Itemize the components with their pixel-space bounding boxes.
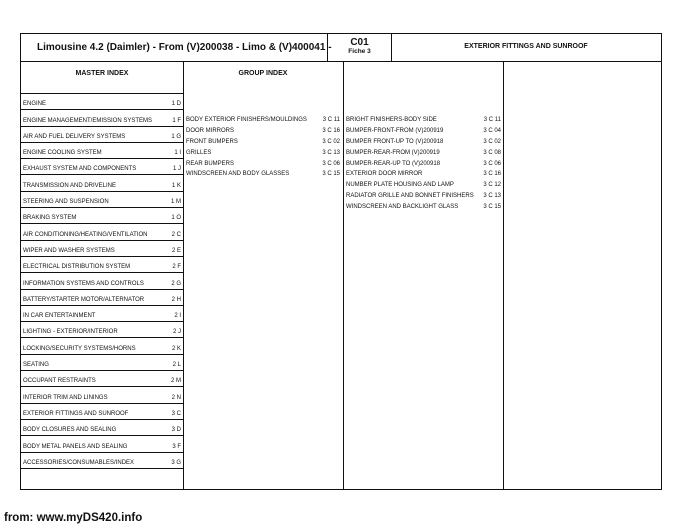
group-index-item-label: BUMPER-REAR-UP TO (V)200918 — [346, 160, 441, 167]
master-index-item-code: 1 O — [171, 215, 181, 222]
group-index-item-code: 3 C 11 — [483, 117, 501, 123]
master-index-item[interactable] — [21, 224, 183, 240]
master-index-item[interactable] — [21, 110, 183, 126]
group-index-item[interactable] — [186, 171, 340, 182]
master-index-item-label: INTERIOR TRIM AND LININGS — [23, 394, 108, 401]
column-divider — [183, 62, 184, 489]
master-index-item-code: 2 J — [172, 329, 181, 336]
group-index-item-label: BRIGHT FINISHERS-BODY SIDE — [346, 117, 437, 123]
master-index-item-label: IN CAR ENTERTAINMENT — [23, 313, 96, 320]
group-index-item[interactable] — [346, 161, 501, 172]
master-index-item[interactable] — [21, 94, 183, 110]
group-index-heading: GROUP INDEX — [238, 70, 288, 77]
master-index-item[interactable] — [21, 175, 183, 191]
master-index-item[interactable] — [21, 387, 183, 403]
master-index-item-label: LIGHTING - EXTERIOR/INTERIOR — [23, 329, 118, 336]
master-index-item[interactable] — [21, 159, 183, 175]
group-index-item-label: FRONT BUMPERS — [186, 138, 238, 145]
group-index-item-label: WINDSCREEN AND BODY GLASSES — [186, 171, 290, 178]
master-index-item-label: LOCKING/SECURITY SYSTEMS/HORNS — [23, 345, 136, 352]
master-index-item-label: EXHAUST SYSTEM AND COMPONENTS — [23, 166, 137, 173]
master-index-item-code: 1 D — [171, 101, 181, 108]
group-index-item[interactable] — [186, 117, 340, 128]
group-index-item-code: 3 C 13 — [483, 193, 501, 200]
master-index-item[interactable] — [21, 208, 183, 224]
master-index-list — [21, 94, 183, 469]
fiche-box — [327, 34, 392, 61]
group-index-item-code: 3 C 02 — [322, 138, 340, 145]
master-index-item-label: WIPER AND WASHER SYSTEMS — [23, 247, 115, 254]
group-index-item-label: WINDSCREEN AND BACKLIGHT GLASS — [346, 204, 459, 211]
master-index-item-label: INFORMATION SYSTEMS AND CONTROLS — [23, 280, 144, 287]
group-index-item[interactable] — [346, 150, 501, 161]
group-index-item-code: 3 C 15 — [322, 171, 340, 178]
group-index-item-label: BODY EXTERIOR FINISHERS/MOULDINGS — [186, 117, 307, 123]
master-index-item-label: STEERING AND SUSPENSION — [23, 199, 109, 206]
master-index-item-label: BODY METAL PANELS AND SEALING — [23, 443, 128, 450]
group-index-item-code: 3 C 06 — [483, 160, 501, 167]
group-index-item-label: BUMPER-FRONT-FROM (V)200919 — [346, 127, 444, 134]
master-index-item-label: ENGINE COOLING SYSTEM — [23, 150, 102, 157]
master-index-item[interactable] — [21, 143, 183, 159]
master-index-item[interactable] — [21, 338, 183, 354]
master-index-item-label: OCCUPANT RESTRAINTS — [23, 378, 96, 385]
fiche-code: C01 — [350, 37, 369, 48]
group-index-item-label: DOOR MIRRORS — [186, 127, 234, 134]
master-index-item-code: 1 J — [172, 166, 181, 173]
master-index-item-code: 3 C — [171, 410, 181, 417]
group-index-item-label: EXTERIOR DOOR MIRROR — [346, 171, 423, 178]
group-index-item-code: 3 C 13 — [322, 149, 340, 156]
master-index-item-code: 1 G — [171, 133, 181, 140]
group-index-column-2 — [346, 117, 501, 215]
header-bar — [21, 34, 661, 62]
master-index-item-code: 2 H — [171, 296, 181, 303]
group-index-item-code: 3 C 02 — [483, 138, 501, 145]
master-index-item-code: 2 C — [171, 231, 181, 238]
group-index-item-code: 3 C 11 — [322, 117, 340, 123]
source-footer: from: www.myDS420.info — [4, 512, 143, 524]
master-index-item[interactable] — [21, 371, 183, 387]
master-index-item-label: ELECTRICAL DISTRIBUTION SYSTEM — [23, 264, 131, 271]
group-index-item-label: RADIATOR GRILLE AND BONNET FINISHERS — [346, 193, 474, 200]
group-index-item[interactable] — [346, 139, 501, 150]
group-index-item[interactable] — [186, 150, 340, 161]
master-index-item[interactable] — [21, 257, 183, 273]
master-index-item-code: 2 K — [171, 345, 181, 352]
group-index-item-label: REAR BUMPERS — [186, 160, 235, 167]
group-index-item-code: 3 C 16 — [483, 171, 501, 178]
column-divider — [343, 62, 344, 489]
master-index-item-code: 1 K — [171, 182, 181, 189]
group-index-item-label: BUMPER FRONT-UP TO (V)200918 — [346, 138, 444, 145]
master-index-item-code: 3 F — [172, 443, 181, 450]
group-index-item-code: 3 C 15 — [483, 204, 501, 211]
master-index-item-code: 3 G — [171, 459, 181, 466]
master-index-item[interactable] — [21, 355, 183, 371]
group-index-column-1 — [186, 117, 340, 182]
group-index-item[interactable] — [346, 128, 501, 139]
master-index-item-label: ENGINE — [23, 101, 47, 108]
master-index-item[interactable] — [21, 453, 183, 469]
master-index-item[interactable] — [21, 322, 183, 338]
master-index-item-code: 2 G — [171, 280, 181, 287]
fiche-frame — [20, 33, 662, 490]
master-index-item-code: 2 L — [172, 362, 181, 369]
group-index-item-code: 3 C 16 — [322, 127, 340, 134]
master-index-item[interactable] — [21, 306, 183, 322]
section-title: EXTERIOR FITTINGS AND SUNROOF — [464, 43, 588, 50]
master-index-item[interactable] — [21, 420, 183, 436]
master-index-item-label: SEATING — [23, 362, 49, 369]
master-index-item-label: BRAKING SYSTEM — [23, 215, 77, 222]
master-index-item[interactable] — [21, 127, 183, 143]
master-index-item[interactable] — [21, 436, 183, 452]
group-index-item-label: BUMPER-REAR-FROM (V)200919 — [346, 149, 440, 156]
master-index-item-code: 2 I — [174, 313, 181, 320]
group-index-item[interactable] — [186, 161, 340, 172]
group-index-item[interactable] — [346, 182, 501, 193]
group-index-item-label: GRILLES — [186, 149, 212, 156]
page-title: Limousine 4.2 (Daimler) - From (V)200038 - Limo & (V)400041 - — [37, 42, 332, 53]
master-index-item[interactable] — [21, 404, 183, 420]
master-index-item-code: 2 N — [171, 394, 181, 401]
master-index-item-code: 1 F — [172, 117, 181, 124]
fiche-label: Fiche 3 — [348, 48, 371, 55]
group-index-item-code: 3 C 04 — [483, 127, 501, 134]
group-index-item-code: 3 C 06 — [322, 160, 340, 167]
master-index-item-code: 2 E — [171, 247, 181, 254]
master-index-item-label: BATTERY/STARTER MOTOR/ALTERNATOR — [23, 296, 145, 303]
master-index-item-code: 1 I — [174, 150, 181, 157]
master-index-item[interactable] — [21, 192, 183, 208]
master-index-item-label: AIR CONDITIONING/HEATING/VENTILATION — [23, 231, 148, 238]
master-index-item-label: ENGINE MANAGEMENT/EMISSION SYSTEMS — [23, 117, 153, 124]
master-index-item-label: TRANSMISSION AND DRIVELINE — [23, 182, 117, 189]
master-index-item-code: 2 F — [172, 264, 181, 271]
master-index-heading: MASTER INDEX — [75, 70, 129, 77]
master-index-item[interactable] — [21, 241, 183, 257]
group-index-item[interactable] — [346, 204, 501, 215]
master-index-item-label: ACCESSORIES/CONSUMABLES/INDEX — [23, 459, 135, 466]
group-index-item[interactable] — [186, 128, 340, 139]
group-index-item[interactable] — [186, 139, 340, 150]
group-index-item-code: 3 C 12 — [483, 182, 501, 189]
group-index-item[interactable] — [346, 117, 501, 128]
master-index-item-label: AIR AND FUEL DELIVERY SYSTEMS — [23, 133, 126, 140]
group-index-item[interactable] — [346, 171, 501, 182]
master-index-item-code: 3 D — [171, 427, 181, 434]
group-index-item-label: NUMBER PLATE HOUSING AND LAMP — [346, 182, 454, 189]
master-index-item[interactable] — [21, 290, 183, 306]
master-index-item-label: BODY CLOSURES AND SEALING — [23, 427, 117, 434]
master-index-item-code: 1 M — [170, 199, 181, 206]
column-divider — [503, 62, 504, 489]
group-index-item-code: 3 C 08 — [483, 149, 501, 156]
master-index-item[interactable] — [21, 273, 183, 289]
group-index-item[interactable] — [346, 193, 501, 204]
master-index-item-code: 2 M — [170, 378, 181, 385]
master-index-item-label: EXTERIOR FITTINGS AND SUNROOF — [23, 410, 129, 417]
